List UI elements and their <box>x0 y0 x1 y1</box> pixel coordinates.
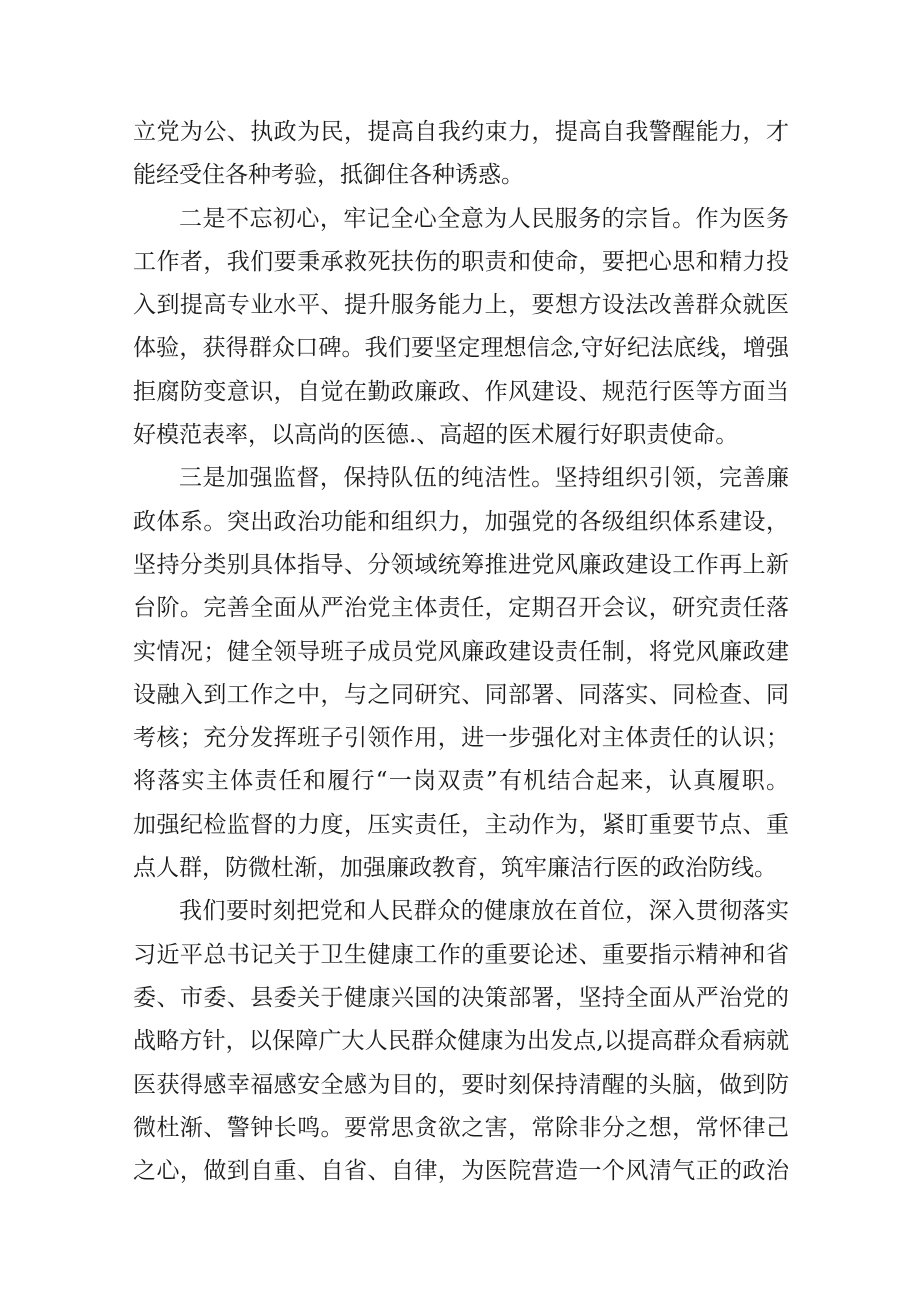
text-line: 习近平总书记关于卫生健康工作的重要论述、重要指示精神和省 <box>133 941 789 968</box>
text-line: 三是加强监督，保持队伍的纯洁性。坚持组织引领，完善廉 <box>179 465 789 492</box>
paragraph <box>133 890 789 1193</box>
text-line: 微杜渐、警钟长鸣。要常思贪欲之害，常除非分之想，常怀律己 <box>133 1114 789 1141</box>
text-line: 将落实主体责任和履行“一岗双责”有机结合起来，认真履职。 <box>133 768 789 795</box>
text-line: 工作者，我们要秉承救死扶伤的职责和使命，要把心思和精力投 <box>133 248 789 275</box>
text-line: 实情况；健全领导班子成员党风廉政建设责任制，将党风廉政建 <box>133 638 789 665</box>
paragraph <box>133 111 789 198</box>
text-line: 委、市委、县委关于健康兴国的决策部署，坚持全面从严治党的 <box>133 984 789 1011</box>
text-line: 体验，获得群众口碑。我们要坚定理想信念,守好纪法底线，增强 <box>133 335 789 362</box>
text-line: 入到提高专业水平、提升服务能力上，要想方设法改善群众就医 <box>133 292 789 319</box>
text-line: 台阶。完善全面从严治党主体责任，定期召开会议，研究责任落 <box>133 595 789 622</box>
text-line: 能经受住各种考验，抵御住各种诱惑。 <box>133 162 524 189</box>
text-line: 二是不忘初心，牢记全心全意为人民服务的宗旨。作为医务 <box>179 205 789 232</box>
text-line: 战略方针，以保障广大人民群众健康为出发点,以提高群众看病就 <box>133 1028 789 1055</box>
text-line: 点人群，防微杜渐，加强廉政教育，筑牢廉洁行医的政治防线。 <box>133 855 777 882</box>
text-line: 医获得感幸福感安全感为目的，要时刻保持清醒的头脑，做到防 <box>133 1071 789 1098</box>
text-line: 设融入到工作之中，与之同研究、同部署、同落实、同检查、同 <box>133 681 789 708</box>
text-line: 政体系。突出政治功能和组织力，加强党的各级组织体系建设， <box>133 508 789 535</box>
paragraph <box>133 457 789 890</box>
paragraph <box>133 198 789 458</box>
text-line: 加强纪检监督的力度，压实责任，主动作为，紧盯重要节点、重 <box>133 811 789 838</box>
text-line: 立党为公、执政为民，提高自我约束力，提高自我警醒能力，才 <box>133 119 789 145</box>
document-body <box>133 111 789 1193</box>
text-line: 坚持分类别具体指导、分领域统筹推进党风廉政建设工作再上新 <box>133 551 789 578</box>
text-line: 之心，做到自重、自省、自律，为医院营造一个风清气正的政治 <box>133 1158 789 1185</box>
text-line: 考核；充分发挥班子引领作用，进一步强化对主体责任的认识； <box>133 725 789 752</box>
text-line: 拒腐防变意识，自觉在勤政廉政、作风建设、规范行医等方面当 <box>133 378 789 405</box>
text-line: 我们要时刻把党和人民群众的健康放在首位，深入贯彻落实 <box>179 898 789 925</box>
text-line: 好模范表率，以高尚的医德.、高超的医术履行好职责使命。 <box>133 422 739 449</box>
